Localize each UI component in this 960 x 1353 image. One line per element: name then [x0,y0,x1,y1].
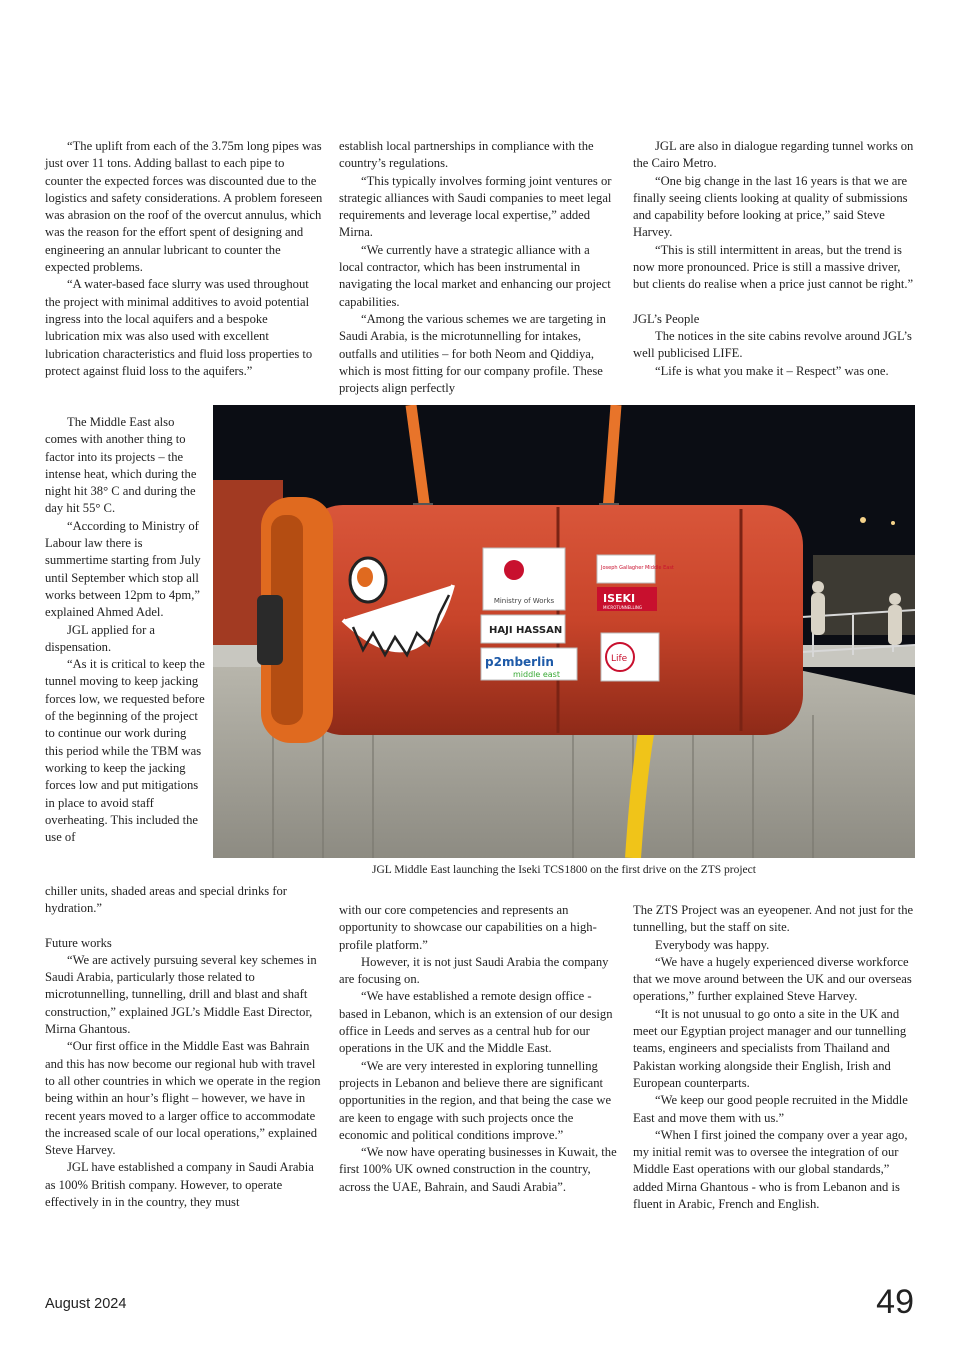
paragraph: JGL are also in dialogue regarding tunnel works on the Cairo Metro. [633,139,914,171]
paragraph: “We keep our good people recruited in the Middle East and move them with us.” [633,1093,908,1125]
column-1-wrap [45,414,205,846]
paragraph-list [633,138,918,294]
paragraph: “We are very interested in exploring tunnelling projects in Lebanon and believe there are significant opportunities in the region, and that being the case we are keen to engage with such projects once the economic and political conditions improve.” [339,1058,612,1142]
paragraph-continued: The ZTS Project was an eyeopener. And not just for the tunnelling, but the staff on site. [633,903,914,935]
paragraph: “We now have operating businesses in Kuwait, the first 100% UK owned construction in the country, across the UAE, Bahrain, and Saudi Arabia”. [339,1145,617,1194]
column-3-bottom [633,902,918,1213]
section-heading-jgls-people: JGL’s People [633,311,700,326]
paragraph: “It is not unusual to go onto a site in the UK and meet our Egyptian project manager and our tunnelling teams, engineers and specialists from Thailand and Pakistan working alongside their English, Irish and European counterparts. [633,1006,907,1090]
paragraph: Everybody was happy. [655,937,770,952]
paragraph-list [633,937,918,1214]
logo-p2mberlin-sub: middle east [513,670,560,679]
paragraph: The notices in the site cabins revolve around JGL’s well publicised LIFE. [633,328,912,361]
paragraph: “Life is what you make it – Respect” was one. [655,363,889,378]
column-2-bottom [339,902,617,1196]
paragraph-continued: chiller units, shaded areas and special drinks for hydration.” [45,884,287,916]
paragraph: “The uplift from each of the 3.75m long pipes was just over 11 tons. Adding ballast to each pipe to counter the expected forces was discounted due to the logistics and safety considerations. A problem foreseen was abrasion on the roof of the overcut annulus, which was the reason for the effort spent of designing and engineering an annular lubricant to counter the expected problems. [45,139,323,275]
logo-iseki-sub: MICROTUNNELLING [603,605,642,610]
paragraph: “We currently have a strategic alliance with a local contractor, which has been instrumental in navigating the local market and enhancing our project capabilities. [339,242,611,309]
paragraph-continued: with our core competencies and represents an opportunity to showcase our capabilities on a high-profile platform.” [339,903,597,952]
logo-ministry-of-works: Ministry of Works [493,597,555,605]
paragraph: “A water-based face slurry was used throughout the project with minimal additives to avoid potential ingress into the local aquifers and a bespoke lubrication mix was also used with excellent lubrication characteristics and fluid loss properties to protect against fluid loss to the aquifers.” [45,277,313,378]
paragraph-continued: establish local partnerships in compliance with the country’s regulations. [339,139,594,171]
section-heading-future-works: Future works [45,935,112,950]
paragraph: The Middle East also comes with another thing to factor into its projects – the intense heat, which during the night hit 38° C and during the day hit 55° C. [45,415,197,516]
paragraph: “We have a hugely experienced diverse workforce that we move around between the UK and our overseas operations,” further explained Steve Harvey. [633,954,912,1004]
photo-caption: JGL Middle East launching the Iseki TCS1800 on the first drive on the ZTS project [372,864,756,876]
column-1-bottom [45,883,323,1211]
paragraph: “We are actively pursuing several key schemes in Saudi Arabia, particularly those related to microtunnelling, tunnelling, drill and blast and shaft construction,” explained JGL’s Middle East Director, Mirna Ghantous. [45,952,317,1037]
column-3-top [633,138,918,380]
paragraph: However, it is not just Saudi Arabia the company are focusing on. [339,954,609,987]
logo-joseph-gallagher: Joseph Gallagher Middle East [601,565,674,571]
logo-iseki: ISEKI [603,592,636,605]
paragraph-list [45,952,323,1211]
logo-haji-hassan: HAJI HASSAN [489,625,563,636]
logo-p2mberlin: p2mberlin [485,655,554,669]
paragraph: “According to Ministry of Labour law there is summertime starting from July until September which stop all works between 12pm to 4pm,” explained Ahmed Adel. [45,518,201,620]
paragraph: “When I first joined the company over a year ago, my initial remit was to oversee the integration of our Middle East operations with our global standards,” added Mirna Ghantous - who is from Lebanon and is fluent in Arabic, French and English. [633,1127,908,1212]
footer-issue-date: August 2024 [45,1296,127,1312]
tbm-launch-photo [213,405,915,858]
paragraph: JGL have established a company in Saudi Arabia as 100% British company. However, to operate effectively in in the country, they must [45,1160,314,1210]
paragraph: “This typically involves forming joint ventures or strategic alliances with Saudi companies to meet legal requirements and leverage local expertise,” added Mirna. [339,173,612,240]
paragraph: JGL applied for a dispensation. [45,622,156,654]
paragraph: “As it is critical to keep the tunnel moving to keep jacking forces low, we requested before of the beginning of the project to continue our work during this period while the TBM was working to keep the jacking forces low and put mitigations in place to avoid staff overheating. This included the use of [45,657,205,845]
paragraph: “This is still intermittent in areas, but the trend is now more pronounced. Price is still a massive driver, but clients do realise when a price just cannot be right.” [633,242,914,292]
column-1-top [45,138,323,380]
page-number: 49 [876,1283,914,1321]
paragraph: “Our first office in the Middle East was Bahrain and this has now become our regional hub with travel to all other countries in which we operate in the region being within an hour’s flight – however, we have in recent years moved to a larger office to accommodate the increased scale of our local operations,” explained Steve Harvey. [45,1039,321,1158]
paragraph-list [339,954,617,1196]
paragraph: “One big change in the last 16 years is that we are finally seeing clients looking at quality of submissions and capability before looking at price,” said Steve Harvey. [633,173,908,240]
logo-life: Life [611,654,628,664]
column-2-top [339,138,617,397]
paragraph: “Among the various schemes we are targeting in Saudi Arabia, is the microtunnelling for intakes, outfalls and utilities – for both Neom and Qiddiya, which is most fitting for our company profile. These projects align perfectly [339,311,606,396]
paragraph-list [633,328,918,380]
paragraph: “We have established a remote design office - based in Lebanon, which is an extension of our design office in Leeds and serves as a central hub for our operations in the UK and the Middle East. [339,989,613,1056]
paragraph-list [339,173,617,398]
